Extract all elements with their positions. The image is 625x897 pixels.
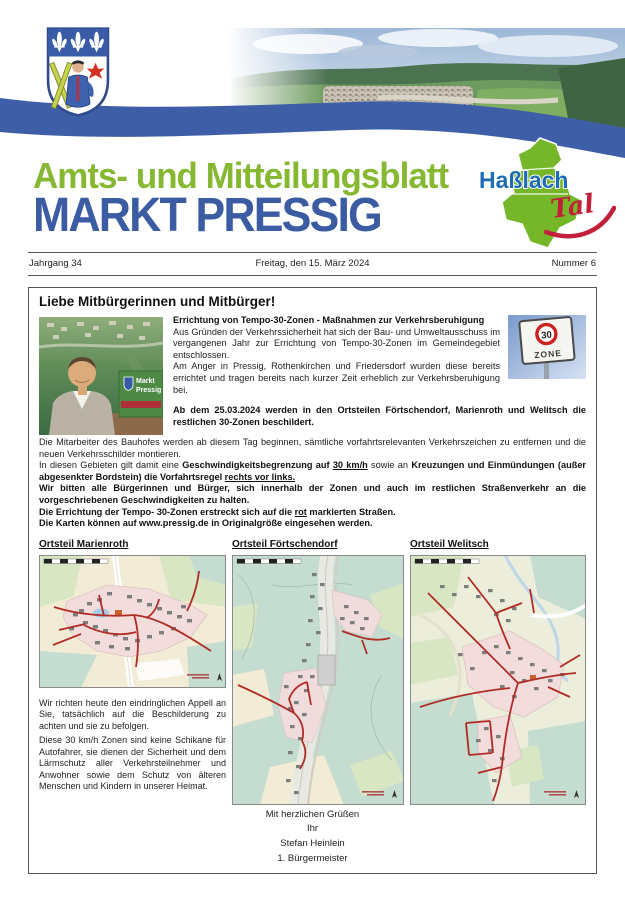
hasslachtal-logo [478, 136, 624, 250]
map-title-marienroth: Ortsteil Marienroth [39, 538, 129, 550]
intro-paragraph-2: Am Anger in Pressig, Rothenkirchen und Friedersdorf wurden diese bereits errichtet und tragen bereits nach kurzer Zeit erheblich zur Verkehrsberuhigung bei. [173, 361, 500, 395]
logo-text-tal: Tal [548, 189, 597, 225]
masthead-title-line1: Amts- und Mitteilungsblatt [33, 155, 449, 196]
issue-bar [28, 252, 597, 276]
map-column-foertschendorf [232, 539, 404, 805]
p2-bold-2: Kreuzungen und Einmündungen (außer abgesenkter Bordstein) die Vorfahrtsregel [39, 460, 587, 482]
p2-regular: In diesen Gebieten gilt damit eine [39, 460, 183, 471]
map-welitsch [410, 555, 586, 805]
map-column-marienroth [39, 539, 226, 805]
closing-line: Mit herzlichen Grüßen [265, 808, 360, 820]
map1-scale-bar [44, 559, 108, 563]
body-paragraph-1: Die Mitarbeiter des Bauhofes werden ab diesem Tag beginnen, sämtliche vorfahrtsrelevanten Verkehrszeichen zu entfernen und die neuen Verkehrsschilder montieren. [39, 437, 586, 459]
body-paragraph-3: Wir bitten alle Bürgerinnen und Bürger, sich innerhalb der Zonen und auch im restlichen Straßenverkehr an die vorgeschriebenen Geschwindigkeiten zu halten. [39, 483, 586, 505]
closing-title: 1. Bürgermeister [277, 852, 348, 864]
banner-text-1: Markt [136, 378, 155, 385]
map-marienroth [39, 555, 226, 688]
body-paragraph-4 [39, 507, 586, 519]
maps-row [39, 539, 586, 805]
map-title-welitsch: Ortsteil Welitsch [410, 538, 489, 550]
masthead-title-line2: MARKT PRESSIG [33, 189, 381, 242]
fleur-de-lis-row [51, 32, 105, 53]
p2-bold: Geschwindigkeitsbegrenzung auf [182, 460, 333, 471]
issue-number: Nummer 6 [551, 258, 596, 269]
tempo-30-sign [508, 315, 586, 379]
body-paragraph-5: Die Karten können auf www.pressig.de in Originalgröße eingesehen werden. [39, 518, 373, 529]
closing-signature: Stefan Heinlein [280, 838, 345, 850]
p2-speed-limit: 30 km/h [332, 460, 368, 471]
appeal-text [39, 698, 226, 796]
closing-block [39, 808, 586, 867]
issue-date: Freitag, den 15. März 2024 [255, 258, 370, 269]
sign-zone-label: ZONE [533, 347, 563, 361]
map3-scale-bar [415, 559, 479, 563]
map2-scale-bar [237, 559, 301, 563]
announcement: Ab dem 25.03.2024 werden in den Ortsteilen Förtschendorf, Marienroth und Welitsch die restlichen 30-Zonen beschildert. [173, 405, 586, 427]
coat-of-arms [46, 26, 110, 118]
markt-pressig-banner [119, 371, 163, 417]
masthead [0, 0, 625, 252]
intro-paragraph-1: Aus Gründen der Verkehrssicherheit hat sich der Bau- und Umweltausschuss im vergangenen Jahr zur Errichtung von Tempo-30-Zonen im Gemeindegebiet entschlossen. [173, 326, 500, 360]
mayor-photo [39, 317, 163, 435]
banner-text-2: Pressig [136, 387, 162, 394]
sign-number: 30 [540, 329, 553, 342]
intro-block [39, 315, 586, 428]
p4-bold: Die Errichtung der Tempo- 30-Zonen erstreckt sich auf die [39, 506, 295, 517]
p4-bold-2: markierten Straßen. [306, 506, 396, 517]
map-foertschendorf [232, 555, 404, 805]
salutation: Liebe Mitbürgerinnen und Mitbürger! [39, 294, 276, 309]
article-box [28, 287, 597, 874]
appeal-paragraph-2: Diese 30 km/h Zonen sind keine Schikane für Autofahrer, sie dienen der Sicherheit und dem Lärmschutz aller Verkehrsteilnehmer und Anwohner sowie dem Schutz von älteren Menschen und Kindern in unserer Heimat. [39, 735, 226, 792]
p4-red-keyword: rot [294, 506, 307, 517]
map-column-welitsch [410, 539, 586, 805]
logo-text-hasslach: Haßlach [479, 167, 569, 193]
closing-line: Ihr [306, 823, 319, 835]
p2-right-of-way: rechts vor links. [224, 471, 296, 482]
appeal-paragraph-1: Wir richten heute den eindringlichen Appell an Sie, tatsächlich auf die Beschilderung zu achten und sie zu befolgen. [39, 697, 226, 731]
body-paragraph-2 [39, 460, 586, 483]
issue-volume: Jahrgang 34 [29, 258, 82, 269]
intro-heading: Errichtung von Tempo-30-Zonen - Maßnahmen zur Verkehrsberuhigung [173, 315, 485, 325]
map-title-foertschendorf: Ortsteil Förtschendorf [232, 538, 338, 550]
p2-regular-2: sowie an [367, 460, 412, 471]
